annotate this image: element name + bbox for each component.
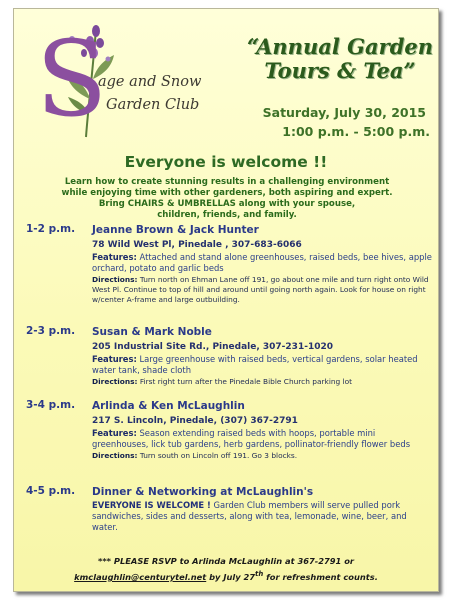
event-date: Saturday, July 30, 2015 <box>262 105 426 120</box>
flyer-page <box>13 8 439 592</box>
tour-host: Jeanne Brown & Jack Hunter <box>92 224 259 236</box>
dinner-highlight: EVERYONE IS WELCOME ! <box>92 500 211 510</box>
intro-line: Bring CHAIRS & UMBRELLAS along with your spouse, <box>98 199 356 209</box>
tour-features <box>92 354 432 376</box>
event-time: 1:00 p.m. - 5:00 p.m. <box>282 124 430 139</box>
tour-features <box>92 252 432 274</box>
tour-time: 1-2 p.m. <box>26 223 76 235</box>
rsvp-email-link[interactable]: kmclaughlin@centurytel.net <box>74 571 207 582</box>
tour-details <box>92 325 432 387</box>
event-title <box>242 35 438 83</box>
features-text: Attached and stand alone greenhouses, raised beds, bee hives, apple orchard, potato and garlic beds <box>92 252 432 273</box>
tour-host: Susan & Mark Noble <box>92 326 212 338</box>
dinner-details <box>92 485 432 533</box>
directions-label: Directions: <box>92 451 138 460</box>
tour-time: 3-4 p.m. <box>26 399 76 411</box>
intro-line: while enjoying time with other gardeners, both aspiring and expert. <box>61 188 393 198</box>
tour-directions <box>92 451 432 461</box>
logo-club-name-line2: Garden Club <box>106 97 200 113</box>
directions-text: Turn north on Ehman Lane off 191, go about one mile and turn right onto Wild West Pl. Continue to top of hill and around until going north again. Look for house on right w/center A-frame and large outbuilding. <box>92 275 429 304</box>
tour-address: 217 S. Lincoln, Pinedale, (307) 367-2791 <box>92 416 298 426</box>
rsvp-deadline-suffix: th <box>255 570 264 578</box>
club-logo <box>36 18 236 140</box>
tour-address: 205 Industrial Site Rd., Pinedale, 307-231-1020 <box>92 342 333 352</box>
tour-time: 2-3 p.m. <box>26 325 76 337</box>
intro-line: children, friends, and family. <box>157 210 297 220</box>
features-text: Large greenhouse with raised beds, vertical gardens, solar heated water tank, shade cloth <box>92 354 418 375</box>
features-label: Features: <box>92 354 137 364</box>
features-text: Season extending raised beds with hoops, portable mini greenhouses, lick tub gardens, herb gardens, pollinator-friendly flower beds <box>92 428 411 449</box>
event-title-line2: Tours & Tea” <box>264 58 416 83</box>
tour-directions <box>92 377 432 387</box>
logo-initial: S <box>36 18 108 140</box>
rsvp-deadline-pre: by July 27 <box>206 571 256 582</box>
tour-details <box>92 399 432 461</box>
tour-host: Arlinda & Ken McLaughlin <box>92 400 245 412</box>
rsvp-line2 <box>14 568 438 584</box>
dinner-time: 4-5 p.m. <box>26 485 76 497</box>
directions-label: Directions: <box>92 275 138 284</box>
tour-address: 78 Wild West Pl, Pinedale , 307-683-6066 <box>92 240 302 250</box>
directions-label: Directions: <box>92 377 138 386</box>
intro-line: Learn how to create stunning results in a challenging environment <box>64 177 390 187</box>
tour-features <box>92 428 432 450</box>
logo-club-name-line1: age and Snow <box>98 74 202 90</box>
event-title-line1: “Annual Garden <box>246 34 434 59</box>
dinner-text: Garden Club members will serve pulled pork sandwiches, sides and desserts, along with tea, lemonade, wine, beer, and water. <box>92 500 407 532</box>
dinner-title: Dinner & Networking at McLaughlin's <box>92 486 314 498</box>
tour-details <box>92 223 432 305</box>
tour-directions <box>92 275 432 305</box>
welcome-heading: Everyone is welcome !! <box>124 153 328 171</box>
directions-text: First right turn after the Pinedale Bible Church parking lot <box>137 377 353 386</box>
features-label: Features: <box>92 428 137 438</box>
directions-text: Turn south on Lincoln off 191. Go 3 blocks. <box>137 451 298 460</box>
rsvp-line1: *** PLEASE RSVP to Arlinda McLaughlin at 367-2791 or <box>97 556 355 566</box>
features-label: Features: <box>92 252 137 262</box>
dinner-description <box>92 500 432 533</box>
intro-text <box>24 177 430 221</box>
rsvp-note <box>14 555 438 584</box>
rsvp-deadline-post: for refreshment counts. <box>263 571 378 582</box>
